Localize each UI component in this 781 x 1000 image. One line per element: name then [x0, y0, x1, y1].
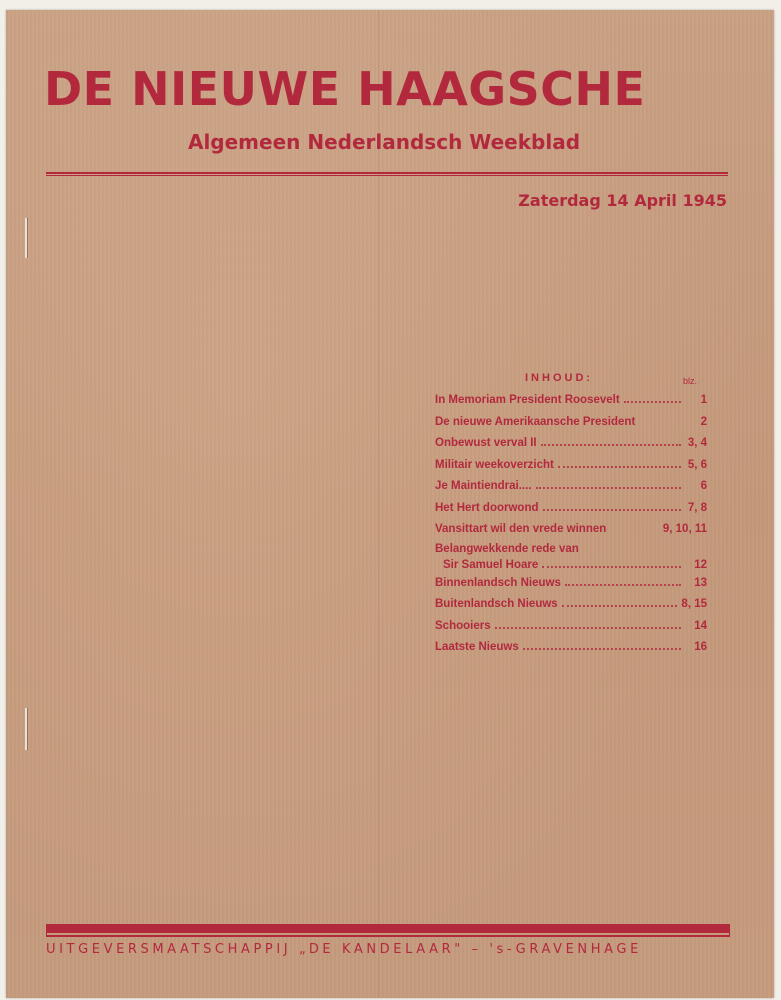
toc-item-title: Onbewust verval II: [435, 437, 537, 449]
toc-leader: [523, 639, 681, 650]
toc-leader: [562, 596, 678, 607]
masthead-rule: [46, 172, 728, 176]
masthead-subtitle: Algemeen Nederlandsch Weekblad: [187, 130, 581, 154]
toc-item: [435, 500, 707, 522]
toc-item: [435, 596, 707, 618]
toc-item: [435, 639, 707, 661]
toc-item-page: 3, 4: [687, 437, 707, 449]
toc-leader: [495, 618, 681, 629]
staple-bottom: [25, 708, 27, 750]
toc-leader: [536, 478, 682, 489]
staple-top: [25, 218, 27, 258]
toc-item-title: In Memoriam President Roosevelt: [435, 394, 620, 406]
toc-item: [435, 575, 707, 597]
toc-item: [435, 414, 707, 436]
toc-item: [435, 543, 707, 571]
toc-item-page: 2: [700, 415, 707, 428]
toc-header: [435, 372, 707, 392]
toc-item: [435, 521, 707, 543]
toc-item-page: 16: [694, 641, 707, 653]
issue-date: Zaterdag 14 April 1945: [518, 191, 727, 210]
toc-item-line-2: [435, 557, 707, 571]
paper-fold: [378, 10, 379, 998]
toc-item-page: 8, 15: [681, 598, 707, 610]
toc-leader: [558, 457, 681, 468]
toc-item-page: 7, 8: [687, 501, 707, 514]
footer-rule: [46, 924, 730, 933]
toc-leader: [624, 392, 681, 403]
toc-item-title: Je Maintiendrai....: [435, 480, 532, 492]
toc-item: [435, 392, 707, 414]
toc-heading: INHOUD:: [525, 372, 594, 384]
toc-item: [435, 478, 707, 500]
toc-page-heading: blz.: [682, 376, 697, 386]
toc-item-title: Militair weekoverzicht: [435, 458, 554, 471]
toc-item-page: 6: [700, 480, 707, 492]
toc-item-title: Het Hert doorwond: [435, 501, 539, 514]
toc-leader: [543, 500, 682, 511]
toc-item-title-continued: Sir Samuel Hoare: [443, 558, 539, 571]
toc-item: [435, 457, 707, 479]
toc-item-page: 13: [694, 576, 707, 589]
toc-item-title: Laatste Nieuws: [435, 641, 519, 653]
masthead-title: DE NIEUWE HAAGSCHE: [44, 62, 646, 116]
toc-leader: [565, 575, 681, 586]
toc-item-title: Buitenlandsch Nieuws: [435, 598, 558, 610]
toc-item-title: Vansittart wil den vrede winnen: [435, 523, 607, 535]
table-of-contents: [435, 372, 707, 661]
toc-item-page: 14: [694, 619, 707, 632]
toc-item-title: Belangwekkende rede van: [435, 542, 579, 555]
toc-item-page: 1: [700, 394, 707, 406]
toc-item: [435, 618, 707, 640]
toc-item-title: De nieuwe Amerikaansche President: [435, 415, 636, 428]
toc-item-title: Schooiers: [435, 619, 491, 632]
toc-item: [435, 435, 707, 457]
publisher-line: UITGEVERSMAATSCHAPPIJ „DE KANDELAAR" – 's-GRAVENHAGE: [46, 942, 642, 957]
toc-item-page: 12: [694, 558, 707, 571]
toc-item-page: 9, 10, 11: [662, 523, 707, 535]
toc-leader: [541, 435, 681, 446]
toc-item-title: Binnenlandsch Nieuws: [435, 576, 561, 589]
toc-item-page: 5, 6: [687, 458, 707, 471]
toc-leader: [542, 557, 681, 568]
